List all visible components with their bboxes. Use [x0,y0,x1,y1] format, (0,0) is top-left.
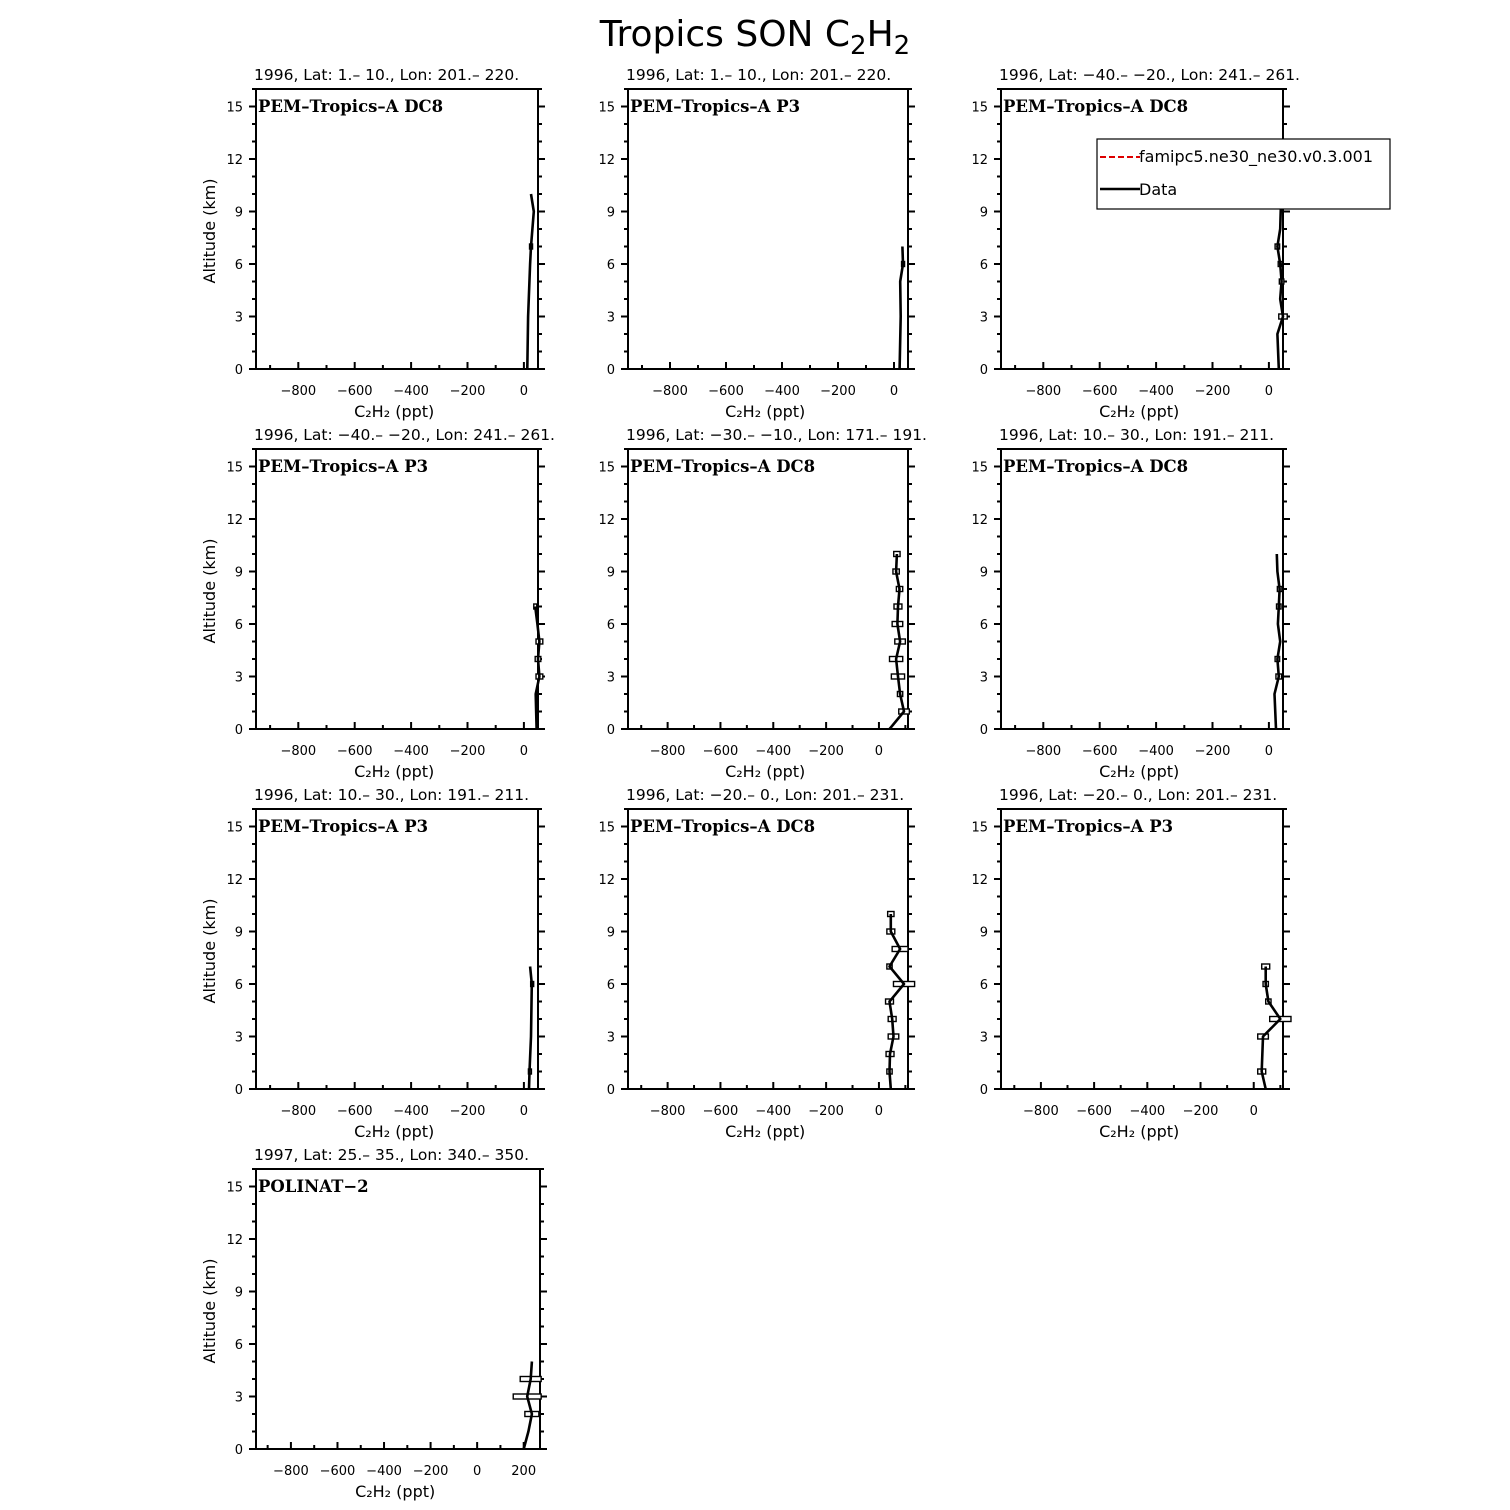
x-tick-label: 0 [519,384,529,399]
y-tick-label: 9 [979,205,988,221]
x-tick-label: −200 [449,1104,486,1119]
y-tick-label: 9 [234,925,243,941]
panel-4 [200,426,555,781]
x-tick-label: −600 [1081,744,1118,759]
y-tick-label: 6 [606,258,615,273]
panel-2 [598,66,915,421]
mission-label: PEM–Tropics–A P3 [1003,817,1174,836]
y-tick-label: 9 [606,565,615,581]
y-tick-label: 12 [971,873,988,888]
x-tick-label: −200 [808,744,844,759]
x-tick-label: 0 [519,744,529,759]
panel-header: 1997, Lat: 25.– 35., Lon: 340.– 350. [254,1146,530,1164]
x-tick-label: −600 [1076,1104,1112,1119]
panel-header: 1996, Lat: −20.– 0., Lon: 201.– 231. [626,786,905,804]
panel-header: 1996, Lat: −30.– −10., Lon: 171.– 191. [626,426,927,444]
panel-header: 1996, Lat: 1.– 10., Lon: 201.– 220. [254,66,520,84]
x-tick-label: −400 [764,384,800,399]
y-tick-label: 12 [598,513,615,528]
x-tick-label: 0 [473,1464,482,1479]
x-tick-label: −200 [1182,1104,1219,1119]
x-tick-label: −800 [273,1464,309,1479]
x-tick-label: −600 [708,384,744,399]
y-tick-label: 0 [234,1443,243,1458]
x-tick-label: −800 [280,744,317,759]
x-tick-label: −400 [1129,1104,1166,1119]
x-tick-label: 0 [1264,744,1274,759]
plot-frame [628,89,908,369]
y-tick-label: 3 [234,670,243,686]
x-tick-label: 0 [874,744,884,759]
y-tick-label: 15 [971,100,988,116]
x-tick-label: −600 [336,744,373,759]
mission-label: PEM–Tropics–A P3 [630,97,801,116]
y-tick-label: 12 [226,513,243,528]
x-tick-label: −400 [393,744,429,759]
x-tick-label: −400 [393,384,429,399]
y-tick-label: 0 [606,723,615,738]
x-tick-label: −400 [366,1464,402,1479]
panel-9 [971,786,1291,1141]
legend-model-label: famipc5.ne30_ne30.v0.3.001 [1139,147,1373,166]
y-tick-label: 3 [234,310,243,326]
x-tick-label: −800 [649,1104,686,1119]
x-axis-label: C₂H₂ (ppt) [354,402,435,421]
x-tick-label: −800 [280,1104,317,1119]
x-tick-label: −200 [820,384,856,399]
panel-header: 1996, Lat: −40.– −20., Lon: 241.– 261. [254,426,555,444]
plot-frame [1001,449,1283,729]
y-tick-label: 0 [606,363,615,378]
mission-label: PEM–Tropics–A DC8 [1003,457,1189,476]
y-tick-label: 15 [598,820,615,836]
panel-header: 1996, Lat: −40.– −20., Lon: 241.– 261. [999,66,1300,84]
y-tick-label: 12 [598,153,615,168]
x-axis-label: C₂H₂ (ppt) [354,1122,435,1141]
data-profile-line [527,194,534,369]
y-tick-label: 3 [606,1030,615,1046]
y-tick-label: 12 [971,153,988,168]
x-tick-label: −600 [702,744,739,759]
y-tick-label: 9 [979,925,988,941]
y-tick-label: 3 [979,1030,988,1046]
x-tick-label: 0 [1264,384,1274,399]
x-tick-label: −200 [808,1104,844,1119]
mission-label: PEM–Tropics–A DC8 [630,817,816,836]
x-tick-label: −800 [649,744,686,759]
y-tick-label: 0 [234,1083,243,1098]
panel-1 [200,66,545,421]
y-tick-label: 6 [606,978,615,993]
x-tick-label: −400 [1138,744,1174,759]
y-tick-label: 3 [606,310,615,326]
x-tick-label: −400 [755,1104,792,1119]
x-tick-label: −800 [1023,1104,1059,1119]
x-axis-label: C₂H₂ (ppt) [725,402,806,421]
y-axis-label: Altitude (km) [200,1258,219,1364]
figure-title: Tropics SON $C_2H_2$ [599,14,911,61]
mission-label: PEM–Tropics–A P3 [258,457,429,476]
y-tick-label: 9 [979,565,988,581]
y-tick-label: 6 [979,258,988,273]
y-tick-label: 12 [226,153,243,168]
y-tick-label: 3 [606,670,615,686]
panel-7 [200,786,545,1141]
x-tick-label: 200 [511,1464,537,1479]
x-tick-label: 0 [519,1104,529,1119]
mission-label: PEM–Tropics–A P3 [258,817,429,836]
y-tick-label: 12 [971,513,988,528]
panel-header: 1996, Lat: −20.– 0., Lon: 201.– 231. [999,786,1278,804]
y-axis-label: Altitude (km) [200,898,219,1004]
y-tick-label: 15 [598,100,615,116]
data-profile-line [524,1362,532,1450]
x-tick-label: −800 [652,384,688,399]
panel-6 [971,426,1290,781]
y-axis-label: Altitude (km) [200,538,219,644]
x-tick-label: 0 [889,384,899,399]
y-tick-label: 0 [234,363,243,378]
panel-10 [200,1146,547,1501]
x-tick-label: −600 [702,1104,739,1119]
plot-frame [256,809,538,1089]
y-tick-label: 0 [979,1083,988,1098]
y-tick-label: 15 [971,460,988,476]
x-tick-label: −600 [319,1464,356,1479]
plot-frame [256,89,538,369]
x-tick-label: −200 [1194,744,1231,759]
y-axis-label: Altitude (km) [200,178,219,284]
x-axis-label: C₂H₂ (ppt) [725,762,806,781]
y-tick-label: 12 [598,873,615,888]
y-tick-label: 6 [234,258,243,273]
y-tick-label: 6 [234,618,243,633]
y-tick-label: 0 [979,363,988,378]
x-tick-label: −200 [449,744,486,759]
panel-8 [598,786,915,1141]
y-tick-label: 15 [226,1180,243,1196]
plot-frame [256,1169,540,1449]
x-tick-label: −200 [412,1464,449,1479]
mission-label: POLINAT−2 [258,1177,369,1196]
y-tick-label: 9 [234,565,243,581]
x-axis-label: C₂H₂ (ppt) [1099,1122,1180,1141]
y-tick-label: 0 [979,723,988,738]
x-tick-label: −200 [449,384,486,399]
mission-label: PEM–Tropics–A DC8 [258,97,444,116]
y-tick-label: 3 [234,1390,243,1406]
x-tick-label: −800 [1025,744,1062,759]
panel-3 [971,66,1300,421]
y-tick-label: 6 [979,618,988,633]
x-tick-label: −200 [1194,384,1231,399]
legend [1097,139,1390,209]
y-tick-label: 6 [234,1338,243,1353]
y-tick-label: 3 [234,1030,243,1046]
y-tick-label: 6 [606,618,615,633]
x-axis-label: C₂H₂ (ppt) [355,1482,436,1501]
y-tick-label: 15 [971,820,988,836]
panels [200,66,1300,1501]
y-tick-label: 3 [979,670,988,686]
x-axis-label: C₂H₂ (ppt) [354,762,435,781]
data-profile-line [1275,554,1281,729]
mission-label: PEM–Tropics–A DC8 [1003,97,1189,116]
y-tick-label: 3 [979,310,988,326]
panel-header: 1996, Lat: 10.– 30., Lon: 191.– 211. [254,786,530,804]
plot-frame [1001,809,1283,1089]
y-tick-label: 6 [979,978,988,993]
y-tick-label: 0 [606,1083,615,1098]
x-tick-label: −600 [336,384,373,399]
x-tick-label: −800 [280,384,317,399]
y-tick-label: 9 [606,925,615,941]
x-axis-label: C₂H₂ (ppt) [1099,402,1180,421]
plot-frame [628,449,908,729]
y-tick-label: 9 [234,205,243,221]
x-tick-label: −800 [1025,384,1062,399]
x-axis-label: C₂H₂ (ppt) [725,1122,806,1141]
legend-data-label: Data [1139,180,1178,199]
x-tick-label: −600 [336,1104,373,1119]
plot-frame [628,809,908,1089]
y-tick-label: 9 [606,205,615,221]
y-tick-label: 15 [226,460,243,476]
x-tick-label: −400 [393,1104,429,1119]
x-tick-label: 0 [1249,1104,1258,1119]
y-tick-label: 12 [226,873,243,888]
y-tick-label: 0 [234,723,243,738]
y-tick-label: 12 [226,1233,243,1248]
x-tick-label: 0 [874,1104,884,1119]
y-tick-label: 9 [234,1285,243,1301]
y-tick-label: 15 [226,820,243,836]
y-tick-label: 15 [598,460,615,476]
plot-frame [256,449,538,729]
x-tick-label: −600 [1081,384,1118,399]
mission-label: PEM–Tropics–A DC8 [630,457,816,476]
x-tick-label: −400 [755,744,792,759]
x-axis-label: C₂H₂ (ppt) [1099,762,1180,781]
panel-header: 1996, Lat: 1.– 10., Lon: 201.– 220. [626,66,892,84]
plot-frame [1001,89,1283,369]
x-tick-label: −400 [1138,384,1174,399]
y-tick-label: 15 [226,100,243,116]
y-tick-label: 6 [234,978,243,993]
panel-header: 1996, Lat: 10.– 30., Lon: 191.– 211. [999,426,1275,444]
panel-5 [598,426,927,781]
